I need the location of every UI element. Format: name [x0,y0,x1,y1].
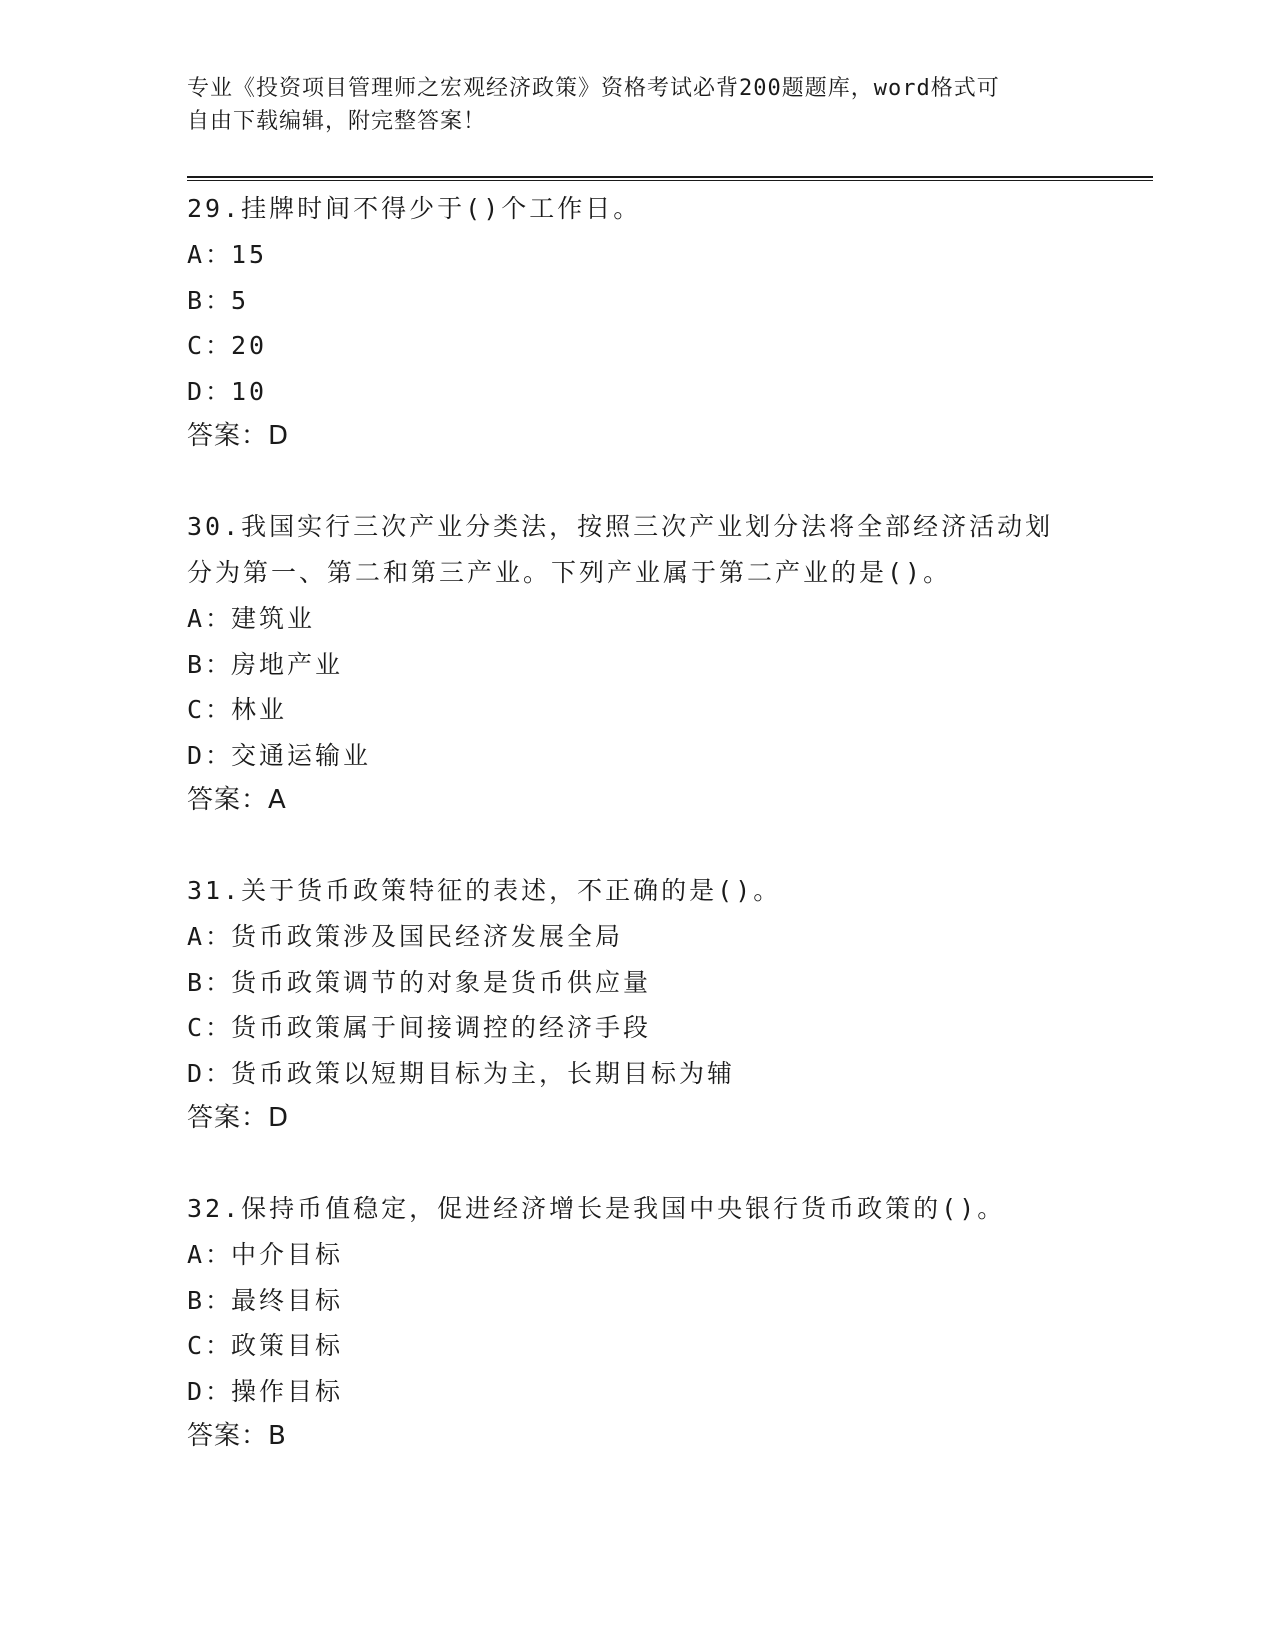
question-29 [187,186,1087,459]
option-key: D： [187,1058,234,1088]
option-b [187,1278,1087,1324]
option-key: D： [187,1376,234,1406]
option-d [187,1051,1087,1097]
option-text: 最终目标 [231,1285,344,1315]
question-list [187,186,1087,1459]
answer: 答案：D [187,421,290,451]
option-c [187,687,1087,733]
option-d [187,369,1087,415]
option-text: 5 [231,285,250,315]
question-gap [187,823,1087,868]
option-text: 中介目标 [231,1240,344,1269]
option-key: B： [187,649,234,679]
option-c [187,1323,1087,1369]
answer: 答案：D [187,1103,290,1133]
question-gap [187,1141,1087,1186]
option-key: A： [187,922,234,951]
question-32 [187,1186,1087,1459]
option-text: 货币政策调节的对象是货币供应量 [231,967,652,997]
answer: 答案：B [187,1421,287,1451]
option-key: C： [187,695,234,724]
option-key: A： [187,604,234,633]
option-text: 林业 [231,695,288,724]
option-text: 货币政策涉及国民经济发展全局 [231,922,624,951]
question-stem: 30.我国实行三次产业分类法，按照三次产业划分法将全部经济活动划分为第一、第二和第三产业。下列产业属于第二产业的是()。 [187,512,1054,587]
option-b [187,278,1087,324]
option-c [187,323,1087,369]
question-stem: 29.挂牌时间不得少于()个工作日。 [187,194,642,223]
option-text: 操作目标 [231,1376,344,1406]
document-header [187,72,1067,138]
option-c [187,1005,1087,1051]
option-a [187,1232,1087,1278]
question-30 [187,504,1087,823]
header-line-1: 专业《投资项目管理师之宏观经济政策》资格考试必背200题题库，word格式可 [187,76,1000,101]
option-d [187,1369,1087,1415]
option-a [187,232,1087,278]
option-text: 政策目标 [231,1331,344,1360]
option-key: C： [187,1013,234,1042]
option-key: A： [187,1240,234,1269]
option-b [187,960,1087,1006]
option-text: 货币政策属于间接调控的经济手段 [231,1013,652,1042]
option-text: 15 [231,240,268,269]
option-key: B： [187,1285,234,1315]
answer: 答案：A [187,785,287,815]
question-stem: 31.关于货币政策特征的表述，不正确的是()。 [187,876,782,905]
option-a [187,914,1087,960]
option-text: 交通运输业 [231,740,372,770]
header-divider [187,176,1153,181]
option-key: D： [187,740,234,770]
option-key: A： [187,240,234,269]
question-gap [187,459,1087,504]
option-key: C： [187,331,234,360]
option-text: 10 [231,376,268,406]
option-text: 建筑业 [231,604,316,633]
option-d [187,733,1087,779]
option-b [187,642,1087,688]
option-key: B： [187,967,234,997]
option-key: D： [187,376,234,406]
header-line-2: 自由下载编辑，附完整答案！ [187,109,487,134]
option-text: 房地产业 [231,649,344,679]
question-31 [187,868,1087,1141]
option-key: B： [187,285,234,315]
question-stem: 32.保持币值稳定，促进经济增长是我国中央银行货币政策的()。 [187,1194,1006,1223]
option-key: C： [187,1331,234,1360]
option-a [187,596,1087,642]
option-text: 货币政策以短期目标为主，长期目标为辅 [231,1058,736,1088]
option-text: 20 [231,331,268,360]
